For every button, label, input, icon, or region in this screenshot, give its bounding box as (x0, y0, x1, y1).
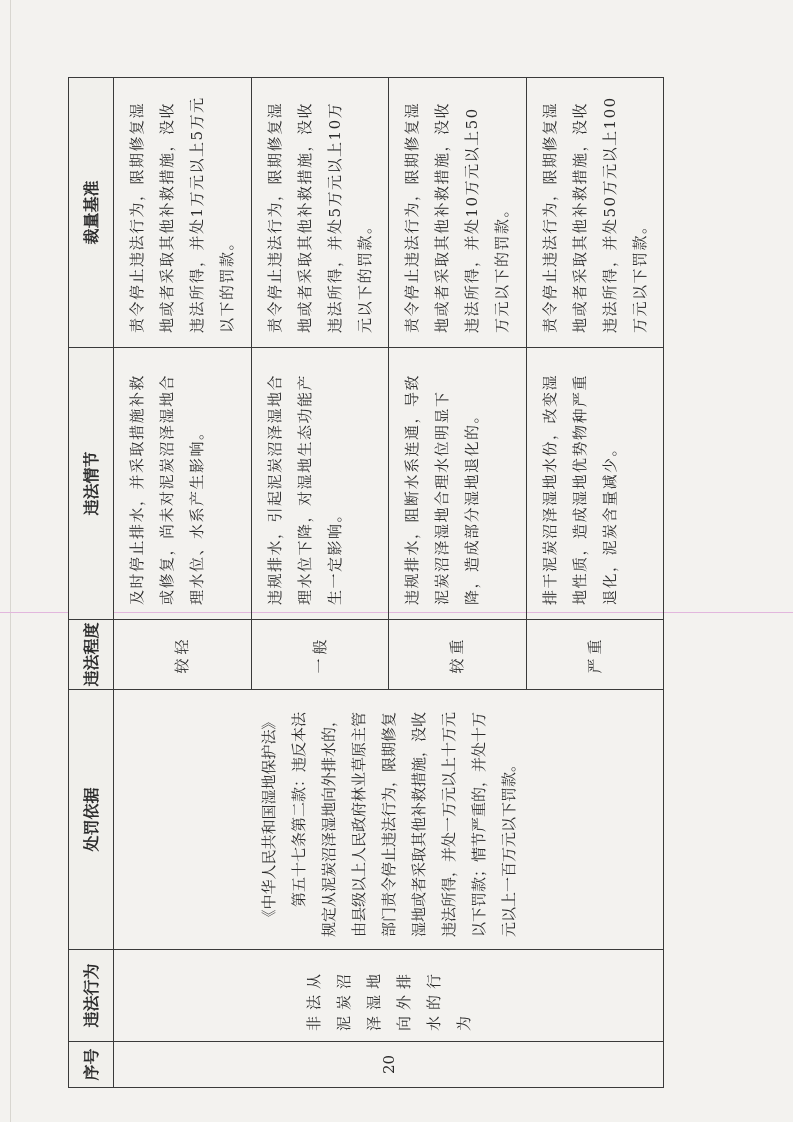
standard-cell: 责令停止违法行为，限期修复湿地或者采取其他补救措施，没收违法所得，并处50万元以上100万元以下罚款。 (526, 78, 664, 348)
basis-text: 第五十七条第二款：违反本法规定从泥炭沼泽湿地向外排水的，由县级以上人民政府林业草原主管部门责令停止违法行为，限期修复湿地或者采取其他补救措施，没收违法所得，并处一万元以上十万元以下罚款；情节严重的，并处十万元以上一百万元以下罚款。 (289, 711, 518, 937)
header-basis: 处罚依据 (69, 690, 114, 950)
rotated-page (68, 78, 664, 1088)
table-row (114, 78, 252, 1088)
standard-cell: 责令停止违法行为，限期修复湿地或者采取其他补救措施，没收违法所得，并处5万元以上10万元以下的罚款。 (251, 78, 389, 348)
header-act: 违法行为 (69, 950, 114, 1042)
level-cell: 一般 (251, 620, 389, 690)
detail-cell: 违规排水，阻断水系连通，导致泥炭沼泽湿地合理水位明显下降，造成部分湿地退化的。 (389, 348, 527, 620)
row-seq: 20 (114, 1042, 664, 1088)
level-cell: 严重 (526, 620, 664, 690)
header-detail: 违法情节 (69, 348, 114, 620)
header-row (69, 78, 114, 1088)
header-standard: 裁量基准 (69, 78, 114, 348)
level-cell: 较轻 (114, 620, 252, 690)
detail-cell: 及时停止排水，并采取措施补救或修复，尚未对泥炭沼泽湿地合理水位、水系产生影响。 (114, 348, 252, 620)
row-act: 非法从泥炭沼泽湿地向外排水的行为 (114, 950, 664, 1042)
header-level: 违法程度 (69, 620, 114, 690)
row-basis (114, 690, 664, 950)
header-seq: 序号 (69, 1042, 114, 1088)
standard-cell: 责令停止违法行为，限期修复湿地或者采取其他补救措施，没收违法所得，并处1万元以上5万元以下的罚款。 (114, 78, 252, 348)
standard-cell: 责令停止违法行为，限期修复湿地或者采取其他补救措施，没收违法所得，并处10万元以上50万元以下的罚款。 (389, 78, 527, 348)
detail-cell: 排干泥炭沼泽湿地水份，改变湿地性质，造成湿地优势物种严重退化，泥炭含量减少。 (526, 348, 664, 620)
penalty-table (68, 77, 664, 1088)
basis-title: 《中华人民共和国湿地保护法》 (259, 714, 278, 925)
page-edge-line (10, 0, 11, 1122)
level-cell: 较重 (389, 620, 527, 690)
detail-cell: 违规排水，引起泥炭沼泽湿地合理水位下降，对湿地生态功能产生一定影响。 (251, 348, 389, 620)
